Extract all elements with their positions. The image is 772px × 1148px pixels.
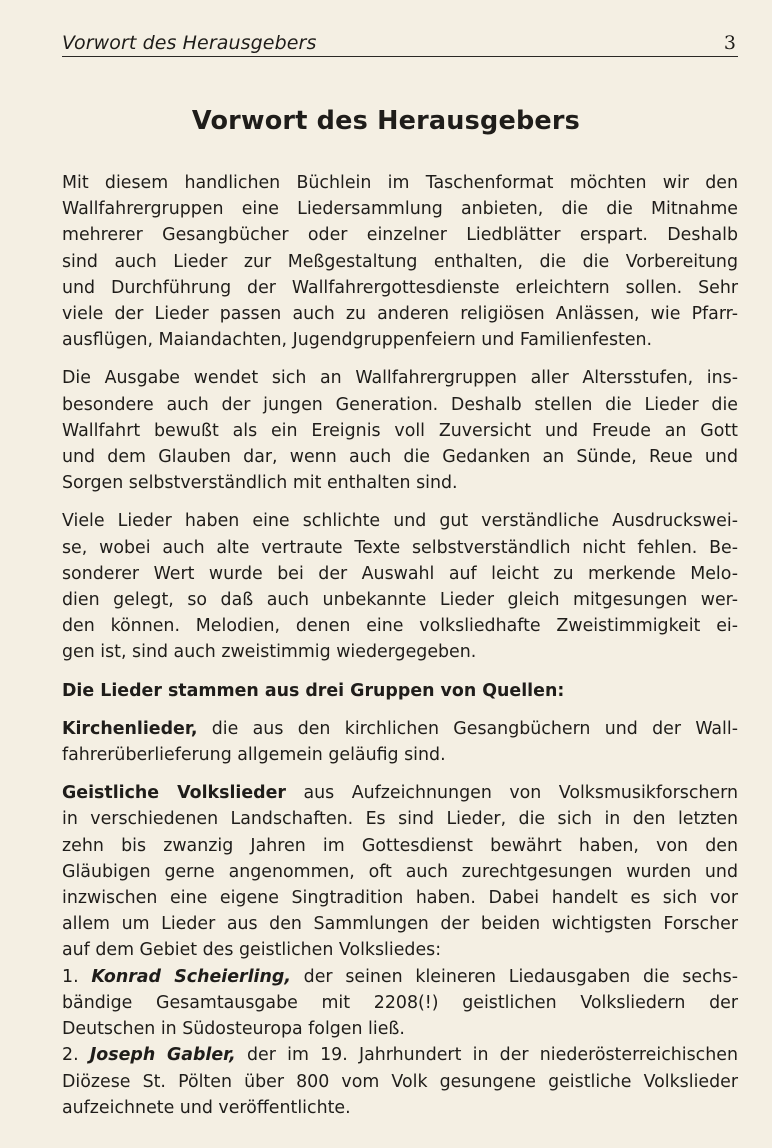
text-line: in verschiedenen Landschaften. Es sind Lieder, die sich in den letzten	[62, 809, 738, 830]
text-line	[62, 780, 738, 806]
text-line: gen ist, sind auch zweistimmig wiedergegeben.	[62, 642, 477, 663]
sources-heading	[62, 678, 738, 704]
body-text	[62, 170, 738, 1121]
paragraph-audience	[62, 365, 738, 496]
text-line: bändige Gesamtausgabe mit 2208(!) geistlichen Volksliedern der	[62, 992, 738, 1013]
name-gabler: Joseph Gabler,	[89, 1045, 236, 1066]
text-line: sonderer Wert wurde bei der Auswahl auf leicht zu merkende Melo-	[62, 563, 738, 584]
text-line	[62, 716, 738, 742]
paragraph-kirchenlieder	[62, 716, 738, 768]
text-line: sind auch Lieder zur Meßgestaltung enthalten, die die Vorbereitung	[62, 251, 738, 272]
line-rest: der seinen kleineren Liedausgaben die sechs-	[290, 966, 738, 987]
list-item-gabler	[62, 1042, 738, 1068]
text-line: zehn bis zwanzig Jahren im Gottesdienst bewährt haben, von den	[62, 835, 738, 856]
paragraph-intro	[62, 170, 738, 353]
page-number: 3	[723, 32, 736, 54]
text-line: besondere auch der jungen Generation. Deshalb stellen die Lieder die	[62, 394, 738, 415]
text-line: Mit diesem handlichen Büchlein im Taschenformat möchten wir den	[62, 173, 738, 193]
text-line: aufzeichnete und veröffentlichte.	[62, 1097, 351, 1118]
text-line: und Durchführung der Wallfahrergottesdienste erleichtern sollen. Sehr	[62, 277, 738, 298]
text-line: Die Lieder stammen aus drei Gruppen von Quellen:	[62, 680, 565, 701]
text-line: Die Ausgabe wendet sich an Wallfahrergruppen aller Altersstufen, ins-	[62, 368, 738, 389]
chapter-title: Vorwort des Herausgebers	[191, 106, 581, 136]
term-kirchenlieder: Kirchenlieder,	[62, 718, 198, 739]
line-rest: aus Aufzeichnungen von Volksmusikforschern	[286, 783, 738, 804]
text-line: ausflügen, Maiandachten, Jugendgruppenfeiern und Familienfesten.	[62, 330, 653, 351]
text-line: und dem Glauben dar, wenn auch die Gedanken an Sünde, Reue und	[62, 447, 738, 468]
running-title: Vorwort des Herausgebers	[62, 32, 317, 54]
list-number: 2.	[62, 1045, 79, 1066]
text-line: viele der Lieder passen auch zu anderen religiösen Anlässen, wie Pfarr-	[62, 304, 738, 325]
text-line: Viele Lieder haben eine schlichte und gut verständliche Ausdruckswei-	[62, 511, 738, 532]
text-line: Sorgen selbstverständlich mit enthalten sind.	[62, 473, 458, 494]
running-header	[62, 30, 738, 57]
text-line: mehrerer Gesangbücher oder einzelner Liedblätter erspart. Deshalb	[62, 225, 738, 246]
text-line: Wallfahrt bewußt als ein Ereignis voll Zuversicht und Freude an Gott	[62, 420, 738, 441]
text-line: Deutschen in Südosteuropa folgen ließ.	[62, 1019, 405, 1040]
text-line: inzwischen eine eigene Singtradition haben. Dabei handelt es sich vor	[62, 888, 738, 909]
text-line: Gläubigen gerne angenommen, oft auch zurechtgesungen wurden und	[62, 861, 738, 882]
name-scheierling: Konrad Scheierling,	[91, 966, 291, 987]
list-number: 1.	[62, 966, 79, 987]
text-line: Diözese St. Pölten über 800 vom Volk gesungene geistliche Volkslieder	[62, 1071, 738, 1092]
term-geistliche-volkslieder: Geistliche Volkslieder	[62, 783, 286, 804]
line-rest: die aus den kirchlichen Gesangbüchern und der Wall-	[197, 718, 738, 739]
text-line: auf dem Gebiet des geistlichen Volksliedes:	[62, 940, 442, 961]
text-line: allem um Lieder aus den Sammlungen der beiden wichtigsten Forscher	[62, 914, 738, 935]
text-line: den können. Melodien, denen eine volksliedhafte Zweistimmigkeit ei-	[62, 616, 738, 637]
line-rest: der im 19. Jahrhundert in der niederösterreichischen	[235, 1045, 738, 1066]
text-line: Wallfahrergruppen eine Liedersammlung anbieten, die die Mitnahme	[62, 199, 738, 220]
paragraph-melodies	[62, 508, 738, 665]
text-line: dien gelegt, so daß auch unbekannte Lieder gleich mitgesungen wer-	[62, 590, 738, 611]
list-item-scheierling	[62, 964, 738, 990]
text-line: fahrerüberlieferung allgemein geläufig sind.	[62, 745, 446, 766]
text-line: se, wobei auch alte vertraute Texte selbstverständlich nicht fehlen. Be-	[62, 537, 738, 558]
paragraph-volkslieder	[62, 780, 738, 1121]
